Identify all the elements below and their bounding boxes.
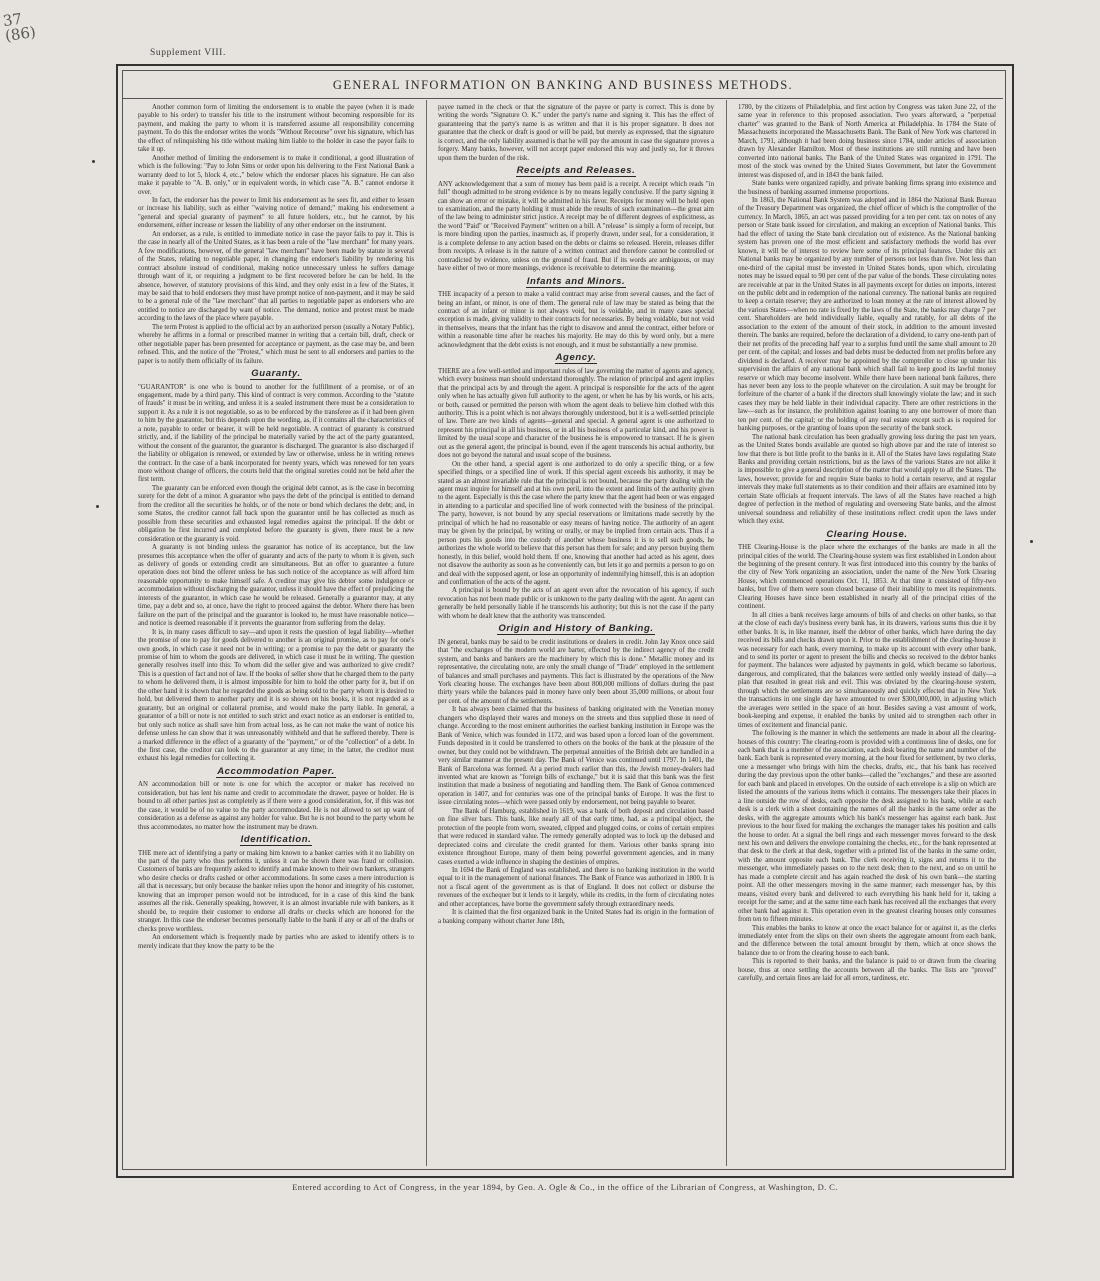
column-divider [426,100,427,1166]
paragraph: A principal is bound by the acts of an agent even after the revocation of his agency, if such revocation has not been made public or is unknown to the party dealing with the agent. An agent can generally be held personally liable if he transcends his authority; but this is not the case if the party with whom he dealt knew that the authority was transcended. [438,587,714,620]
paragraph: On the other hand, a special agent is one authorized to do only a specific thing, or a few specified things, or a specified line of work. If this special agent exceeds his authority, it may be stated as an almost invariable rule that the principal is not bound, because the party dealing with the agent must inquire for himself and at his own peril, into the extent and limits of the authority given to the agent. Especially is this the case where the party knew that the agent had been or was engaged in attending to a particular and specified line of work connected with the business of the principal. The party, however, is not bound by any special reservations or limitations made secretly by the principal of which he had no reasonable or easy means of having notice. The authority of an agent may be given by the principal, by writing or orally, or may be implied from certain acts. Thus if a person puts his goods into the custody of another whose business it is to sell such goods, he authorizes the whole world to believe that this person has them for sale; and any person buying them honestly, in this belief, would hold them. If one, knowing that another had acted as his agent, does not disavow the authority as soon as he conveniently can, but lets it go and permits a person to go on and deal with the supposed agent, or lose an opportunity of indemnifying himself, this is an adoption and confirmation of the acts of the agent. [438,460,714,587]
paragraph: AN accommodation bill or note is one for which the acceptor or maker has received no consideration, but has lent his name and credit to accommodate the drawer, payee or holder. He is bound to all other parties just as completely as if there were a good consideration, for, if this was not the case, it would be of no value to the party accommodated. He is not allowed to set up want of consideration as a defense as against any holder for value. But he is not bound to the party whom he thus accommodates, no matter how the instrument may be drawn. [138,781,414,831]
paragraph: 1780, by the citizens of Philadelphia, and first action by Congress was taken June 22, of the same year in reference to this proposed association. Two years afterward, a "perpetual charter" was granted to the Bank of North America at Philadelphia. In 1784 the State of Massachusetts incorporated the Massachusetts Bank. The Bank of New York was chartered in March, 1791, although it had been doing business since 1784, under articles of association drawn by Alexander Hamilton. Most of these institutions are still running and have been converted into national banks. The Bank of the United States was organized in 1791. The most of the stock was owned by the United States Government, but later the Government interest was disposed of, and in 1843 the bank failed. [738,104,996,179]
paragraph: An endorser, as a rule, is entitled to immediate notice in case the payor fails to pay it. This is the case in nearly all of the United States, as it has been a rule of the "law merchant" for many years. A few modifications, however, of the general "law merchant" have been made by statute in several of the States, relating to negotiable paper, in changing the endorser's liability by rendering his contract absolute instead of conditional, making notice unnecessary unless he suffers damage through want of it, or requiring a judgment to be first recovered before he can be held. In the absence, however, of statutory provisions of this kind, and they only exist in a few of the States, it may be said that to hold endorsers they must have prompt notice of non-payment, and it may be said to be a general rule of the "law merchant" that all parties to negotiable paper as endorsers who are entitled to notice are discharged by want of notice. The demand, notice and protest must be made according to the laws of the place where payable. [138,230,414,323]
handwritten-annotation: 37 (86) [1,9,37,45]
paragraph: "GUARANTOR" is one who is bound to another for the fulfillment of a promise, or of an engagement, made by a third party. This kind of contract is very common. According to the "statute of frauds" it must be in writing, and unless it is a sealed instrument there must be a consideration to support it. As a rule it is not negotiable, so as to be enforced by the transferee as if it had been given to him by the guarantor, but this depends upon the wording, as, if it contains all the characteristics of a note, payable to order or bearer, it will be held negotiable. A contract of guaranty is construed strictly, and, if the liability of the principal be materially varied by the act of the party guaranteed, without the consent of the guarantor, the guarantor is discharged. The guarantor is also discharged if the liability or obligation is renewed, or extended by law or otherwise, unless he in writing renews the contract. In the case of a bank incorporated for twenty years, which was renewed for ten years more without change of officers, the courts held that the original sureties could not be held after the first term. [138,383,414,484]
paragraph: State banks were organized rapidly, and private banking firms sprang into existence and the business of banking assumed immense proportions. [738,180,996,196]
margin-mark [1030,540,1033,543]
paragraph: It is, in many cases difficult to say—and upon it rests the question of legal liability—whether the promise of one to pay for goods delivered to another is an original promise, as to pay for one's own goods, in which case it need not be in writing; or a promise to pay the debt or guaranty the promise of him to whom the goods are delivered, in which case it must be in writing. The question generally resolves itself into this: To whom did the seller give and was authorized to give credit? This is a question of fact and not of law. If the books of seller show that he charged them to the party to whom he delivered them, it is almost impossible for him to hold the other party for it, but if on the other hand it is shown that he regarded the goods as being sold to the party whom it is desired to hold, but delivered them to another party and it is so shown on his books, it is not regarded as a guaranty, but an original or collateral promise, and would make the party liable. In general, a guarantor of a bill or note is not entitled to such strict and exact notice as an endorser is entitled to, but only such notice as shall save him from actual loss, as he can not make the want of notice his defense unless he can show that it was unreasonably withheld and that he suffered thereby. There is a marked difference in the effect of a guaranty of the "payment," or of the "collection" of a debt. In the first case, the creditor can look to the guarantor at any time; in the latter, the creditor must exhaust his legal remedies for collecting it. [138,628,414,763]
paragraph: An endorsement which is frequently made by parties who are asked to identify others is to merely indicate that they know the party to be the [138,934,414,950]
paragraph: THE incapacity of a person to make a valid contract may arise from several causes, and the fact of being an infant, or minor, is one of them. The general rule of law may be stated as being that the contract of an infant or minor is not always void, but is voidable, and in many cases special exception is made, giving validity to their contracts for necessaries. By being voidable, but not void in themselves, means that the infant has the right to disavow and annul the contract, either before or within a reasonable time after he reaches his majority. He may do this by word only, but a mere acknowledgment that the debt exists is not enough, and it must be substantially a new promise. [438,291,714,349]
column-1 [138,104,414,1162]
column-2 [438,104,714,1162]
paragraph: payee named in the check or that the signature of the payee or party is correct. This is done by writing the words "Signature O. K." under the party's name and signing it. This has the effect of guaranteeing that the party's name is as written and that it is his proper signature. It does not guarantee that the check or draft is good or will be paid, but merely as expressed, that the signature is correct, and the only liability assumed is that he will pay the amount in case the signature proves a forgery. Many banks, however, will not accept paper endorsed this way and justly so, for it throws upon them the burden of the risk. [438,104,714,162]
margin-mark [92,160,95,163]
paragraph: The national bank circulation has been gradually growing less during the past ten years, as the United States bonds available are quoted so high above par and the rate of interest so low that there is but little profit to the banks in it. All of the States have laws regulating State Banks and providing certain restrictions, but as the laws of the various States are not alike it is impossible to give a general description of the matter that would apply to all the States. The laws, however, provide for and require State banks to hold a certain reserve, and at regular intervals they make full statements as to their condition and their affairs are examined into by certain State officials at frequent intervals. The laws of all the States have reached a high degree of perfection in the method of regulating and overseeing State banks, and the almost universal soundness and reliability of these institutions reflect credit upon the laws under which they exist. [738,433,996,526]
paragraph: The guaranty can be enforced even though the original debt cannot, as is the case in becoming surety for the debt of a minor. A guarantor who pays the debt of the principal is entitled to demand from the creditor all the securities he holds, or of the note or bond which declares the debt; and, in some States, the creditor cannot fall back upon the guarantor until he has collected as much as possible from these securities and exhausted legal remedies against the principal. If the debt or obligation be first incurred and completed before the guaranty is given, there must be a new consideration or the guaranty is void. [138,484,414,543]
paragraph: It has always been claimed that the business of banking originated with the Venetian money changers who displayed their wares and moneys on the streets and thus supplied those in need of change. According to the most eminent authorities the earliest banking institution in Europe was the Bank of Venice, which was founded in 1172, and was based upon a forced loan of the government. Funds deposited in it could be transferred to others on the books of the bank at the pleasure of the owner, but they could not be withdrawn. The perpetual annuities of the British debt are handled in a very similar manner at the present day. The Bank of Venice was continued until 1797. In 1401, the Bank of Barcelona was formed. At a period much earlier than this, the Jewish money-dealers had invented what are known as "foreign bills of exchange," but it is said that this bank was the first institution that made a business of negotiating and handling them. The Bank of Genoa commenced operation in 1407, and for centuries was one of the principal banks of Europe. It was the first to issue circulating notes—which were passed only by endorsement, not being payable to bearer. [438,706,714,807]
paragraph: The Bank of Hamburg, established in 1619, was a bank of both deposit and circulation based on fine silver bars. This bank, like nearly all of that early time, had, as a principal object, the protection of the people from worn, sweated, clipped and plugged coins, or coins of certain empires that were reduced in standard value. The remedy generally adopted was to lock up the debased and depreciated coins and circulate the credit granted for them. Various other banks sprang into existence throughout Europe, many of them being powerful government agencies, and in many cases exerted a wide influence in shaping the destinies of empires. [438,807,714,866]
paragraph: THE mere act of identifying a party or making him known to a banker carries with it no liability on the part of the party who thus performs it, unless it can be shown there was fraud or collusion. Customers of banks are frequently asked to identify and make known to their own bankers, strangers who desire checks or drafts cashed or other accommodations. In some cases a mere introduction is all that is necessary, but only because the banker relies upon the honor and integrity of his customer, knowing that an improper person would not be introduced, for in a case of this kind the bank assumes all the risk. Generally speaking, however, it is an almost invariable rule with bankers, as it should be, to require their customer to endorse all drafts or checks which are honored for the stranger. In this case the endorser becomes personally liable to the bank if any or all of the drafts or checks prove worthless. [138,849,414,933]
margin-mark [96,505,99,508]
paragraph: Another common form of limiting the endorsement is to enable the payee (when it is made payable to his order) to transfer his title to the instrument without becoming responsible for its payment, and making the party to whom it is transferred assume all responsibility concerning payment. To do this the endorser writes the words "Without Recourse" over his signature, which has the effect of relinquishing his title without making him liable to the holder in case the payor fails to take it up. [138,104,414,154]
paragraph: IN general, banks may be said to be credit institutions or dealers in credit. John Jay Knox once said that "the exchanges of the modern world are barter, effected by the indirect agency of the credit system, and banks and bankers are the machinery by which this is done." Metallic money and its representative, the circulating note, are only the small change of "Trade" employed in the settlement of balances and small purchases and payments. This fact is illustrated by the operations of the New York clearing house. The exchanges have been about 800,000 millions of dollars during the past thirty years while the balances paid in money have only been about 35,000 millions, or about four per cent. of the amount of the settlements. [438,638,714,705]
column-divider [726,100,727,1166]
copyright-footer: Entered according to Act of Congress, in the year 1894, by Geo. A. Ogle & Co., in the office of the Librarian of Congress, at Washington, D. C. [292,1182,838,1192]
column-3 [738,104,996,1162]
section-heading-origin: Origin and History of Banking. [498,623,654,635]
supplement-label: Supplement VIII. [150,48,226,58]
paragraph: In all cities a bank receives large amounts of bills of and checks on other banks, so that at the close of each day's business every bank has, in its drawers, various sums thus due it by other banks. It is, in like manner, itself the debtor of other banks, which have during the day received its bills and checks drawn upon it. Prior to the establishment of the clearing-house it was necessary for each bank, every morning, to make up its account with every other bank, and to send its porter or agent to present the bills and checks so received to the debtor banks for payment. The balances were adjusted by payments in gold, which became so laborious, dangerous, and complicated, that the balances were settled only weekly instead of daily—a plan that resulted in great risk and evil. This was obviated by the clearing-house system, through which the settlements are so simultaneously and quickly effected that in New York the transactions in one single day have amounted to over $300,000,000, in adjusting which the averages were settled in the space of an hour. Besides saving a vast amount of work, book-keeping and expense, it enabled the banks by united aid to strengthen each other in times of excitement and financial panic. [738,611,996,729]
paragraph: THE Clearing-House is the place where the exchanges of the banks are made in all the principal cities of the world. The Clearing-house system was first established in London about the beginning of the present century. It was first introduced into this country by the banks of the city of New York organizing an association, under the name of the New York Clearing House, which commenced operations Oct. 11, 1853. At that time it consisted of fifty-two banks, but five of them were soon closed because of their inability to meet its requirements. Clearing Houses have since been established in nearly all of the principal cities of the continent. [738,544,996,611]
paragraph: This is reported to their banks, and the balance is paid to or drawn from the clearing house, thus at once settling the accounts between all the banks. The lists are "proved" carefully, and certain fines are laid for all errors, tardiness, etc. [738,958,996,983]
section-heading-agency: Agency. [555,352,597,364]
paragraph: A guaranty is not binding unless the guarantor has notice of its acceptance, but the law presumes this acceptance when the offer of guaranty and acts of the party to whom it is given, such as delivery of goods or extending credit are simultaneous. But an offer to guarantee a future operation does not bind the offerer unless he has such notice of the acceptance as will afford him reasonable opportunity to make himself safe. A creditor may give his debtor some indulgence or accommodation without discharging the guarantor, unless it should have the effect of prejudicing the interests of the guarantor, in which case he would be released. Generally a guarantor may, at any time, pay a debt and so, at once, have the right to proceed against the debtor. Where there has been failure on the part of the principal and the guarantor is looked to, he must have reasonable notice—and notice is deemed reasonable if it prevents the guarantor from suffering from the delay. [138,544,414,628]
paragraph: This enables the banks to know at once the exact balance for or against it, as the clerks immediately enter from the slips on their own sheets the aggregate amount from each bank, and the difference between the total amount brought by them, which at once shows the balance due to or from the clearing house to each bank. [738,924,996,957]
section-heading-receipts: Receipts and Releases. [516,165,636,177]
section-heading-accommodation: Accommodation Paper. [217,765,335,777]
paragraph: Another method of limiting the endorsement is to make it conditional, a good illustration of which is the following: "Pay to John Sims or order upon his delivering to the First National Bank a warranty deed to lot 5, block 4, etc.," below which the endorser places his signature. He can also make it payable to "A. B. only," or in equivalent words, in which case "A. B." cannot endorse it over. [138,154,414,196]
paragraph: The following is the manner in which the settlements are made in about all the clearing-houses of this country: The clearing-room is provided with a continuous line of desks, one for each bank that is a member of the association, each desk bearing the name and number of the bank. Each bank is represented every morning, at the hour fixed for settlement, by two clerks, one a messenger who brings with him the checks, drafts, etc., that his bank has received during the day previous upon the other banks—called the "exchanges," and these are assorted for each bank and placed in envelopes. On the outside of each envelope is a slip on which are listed the amounts of the various items which it contains. The messengers take their places in a line outside the row of desks, each opposite the desk assigned to his bank, while at each desk is a clerk with a sheet containing the names of all the banks in the same order as the desks, with the aggregate amounts which his bank's messenger has against each bank. Just previous to the hour fixed for making the exchanges the manager takes his position and calls the house to order. At a signal the bell rings and each messenger moves forward to the desk next his own and delivers the envelope containing the checks, etc., for the bank represented at that desk to the clerk at that desk, together with a printed list of the banks in the same order, with the amount opposite each bank. The clerk receiving it, signs and returns it to the messenger, who immediately passes on to the next desk; then to the next, and so on until he has made a complete circuit and has again reached the desk of his own bank—the starting point. All the other messengers moving in the same manner; each messenger has, by this means, visited every bank and delivered to each everything his bank held for it, taking a receipt for the same; and at the same time each bank has received all the exchanges that every other bank had against it. This operation even in the greatest clearing houses only consumes from ten to fifteen minutes. [738,730,996,924]
paragraph: ANY acknowledgement that a sum of money has been paid is a receipt. A receipt which reads "in full" though admitted to be strong evidence is by no means legally conclusive. If the party signing it can show an error or mistake, it will be admitted in his favor. Receipts for money will be held open to examination, and the party holding it must abide the results of such examination—the great aim of the law being to administer strict justice. A receipt may be of different degrees of explicitness, as the word "Paid" or "Received Payment" written on a bill. A "release" is simply a form of receipt, but is more binding upon the parties, inasmuch as, if properly drawn, under seal, for a consideration, it is a complete defense to any action based on the debts or claims so released. Herein, releases differ from receipts. A release is in the nature of a written contract and therefore cannot be controlled or contradicted by evidence, unless on the ground of fraud. But if its words are ambiguous, or may have either of two or more meanings, evidence is receivable to determine the meaning. [438,180,714,273]
section-heading-identification: Identification. [240,834,312,846]
paragraph: THERE are a few well-settled and important rules of law governing the matter of agents and agency, which every business man should understand thoroughly. The relation of principal and agent implies that the principal acts by and through the agent. A principal is responsible for the acts of the agent only when he has actually given full authority to the agent, or when he has by his words, or his acts, or both, caused or permitted the person with whom the agent deals to believe him clothed with this authority. This is a point which is not always thoroughly understood, but it is a well-settled principle of law. There are two kinds of agents—general and special. A general agent is one authorized to represent his principal in all his business, or in all his business of a particular kind, and his power is limited by the usual scope and character of the business he is empowered to transact. If he is given out as the general agent, the principal is bound, even if the agent transcends his actual authority, but does not go beyond the natural and usual scope of the business. [438,367,714,460]
page-title: GENERAL INFORMATION ON BANKING AND BUSINESS METHODS. [123,72,1003,99]
paragraph: In 1694 the Bank of England was established, and there is no banking institution in the world equal to it in the management of national finances. The Bank of France was authorized in 1800. It is not a fiscal agent of the government as is that of England. It does not collect or disburse the revenues of the exchequer but it lends to it largely, while its credits, in the form of circulating notes and other acceptances, have borne the government safely through extraordinary needs. [438,866,714,908]
paragraph: In 1863, the National Bank System was adopted and in 1864 the National Bank Bureau of the Treasury Department was organized, the chief officer of which is the comptroller of the currency. In March, 1865, an act was passed providing for a ten per cent. tax on notes of any person or State bank issued for circulation, and making an exception of National banks. This had the effect of taxing the State bank circulation out of existence. As the National banking system has proven one of the most efficient and satisfactory methods the world has ever known, it will be of interest to review here some of its principal features. Under this act National banks may be organized by any number of persons not less than five. Not less than one-third of the capital must be invested in United States bonds, upon which, circulating notes may be issued equal to 90 per cent of the par value of the bonds. These circulating notes are receivable at par in the United States in all payments except for duties on imports, interest on the public debt and in redemption of the national currency. The national banks are required to keep a certain reserve; they are authorized to loan money at the rate of interest allowed by the various States—when no rate is fixed by the laws of the State, the banks may charge 7 per cent. Shareholders are held individually liable, equally and ratably, for all debts of the association to the extent of the amount of their stock, in addition to the amount invested therein. The banks are required, before the declaration of a dividend, to carry one-tenth part of their net profits of the preceding half year to a surplus fund until the same shall amount to 20 per cent. of the capital; and losses and bad debts must be deducted from net profits before any dividend is declared. A receiver may be appointed by the comptroller to close up under his supervision the affairs of any national bank which shall fail to keep good its lawful money reserve or which may become insolvent. While there have been national bank failures, there has never been any loss to the people whatever on the circulation. A suit may be brought for forfeiture of the charter of a bank if the directors shall knowingly violate the law; and in such cases they may be held liable in their individual capacity. There are other restrictions in the law—such as for instance, the prohibition against loaning to any one borrower of more than ten per cent. of the capital; or the holding of any real estate except such as is required for banking purposes, or the granting of loans upon the security of the bank stock. [738,196,996,433]
section-heading-clearing-house: Clearing House. [826,528,908,540]
paragraph: The term Protest is applied to the official act by an authorized person (usually a Notary Public), whereby he affirms in a formal or prescribed manner in writing that a certain bill, draft, check or other negotiable paper has been presented for acceptance or payment, as the case may be, and been refused. This, and the notice of the "Protest," which must be sent to all endorsers and parties to the paper is to notify them officially of its failure. [138,323,414,365]
paragraph: It is claimed that the first organized bank in the United States had its origin in the formation of a banking company without charter June 18th, [438,909,714,925]
section-heading-guaranty: Guaranty. [251,368,301,380]
paragraph: In fact, the endorser has the power to limit his endorsement as he sees fit, and either to lessen or increase his liability, such as either "waiving notice of demand;" making his endorsement a "general and special guaranty of payment" to all future holders, etc., but he cannot, by his endorsement, either increase or lessen the liability of any other endorser on the instrument. [138,196,414,230]
section-heading-infants: Infants and Minors. [526,275,626,287]
